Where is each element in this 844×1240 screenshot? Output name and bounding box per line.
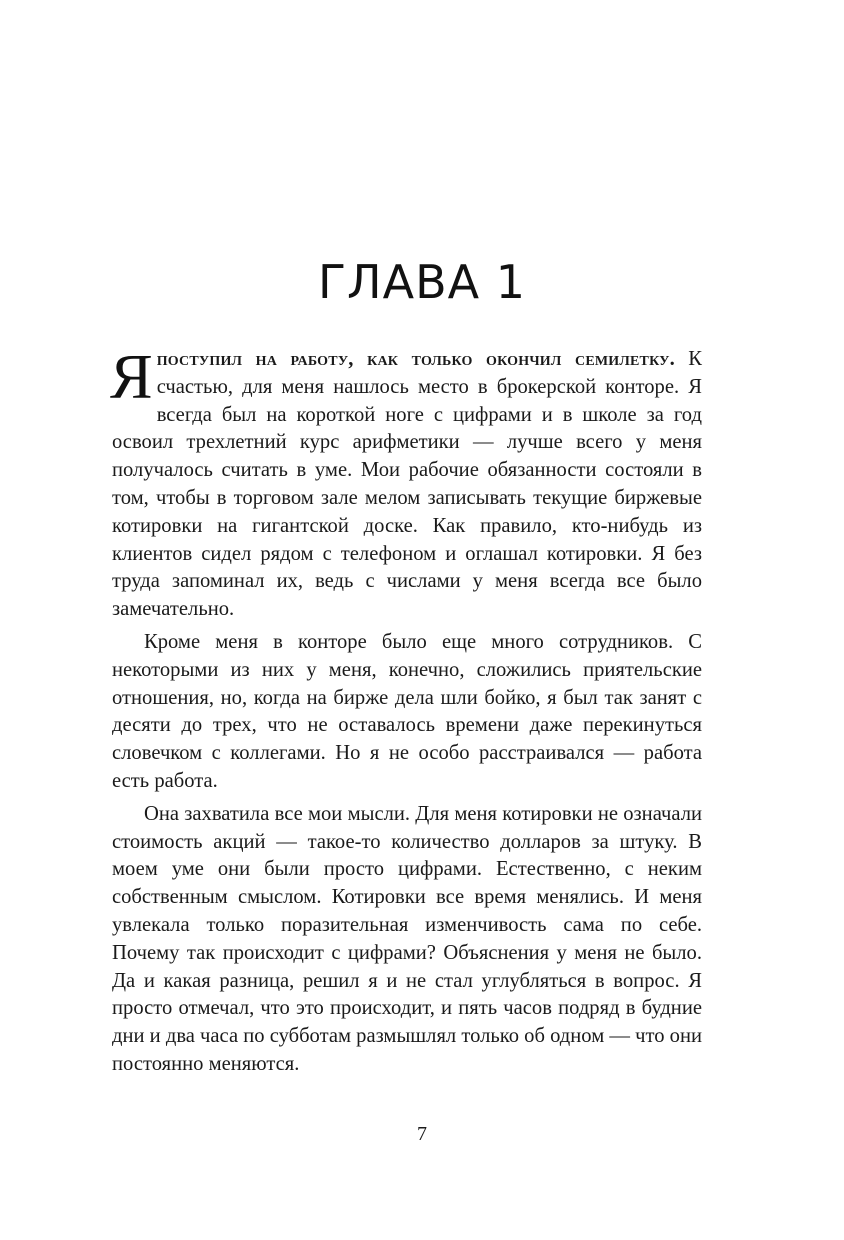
paragraph-2: Кроме меня в конторе было еще много сотрудников. С некоторыми из них у меня, конечно, сложились приятельские отношения, но, когда на бирже дела шли бойко, я был так занят с десяти до трех, что не оставалось времени даже перекинуться словечком с коллегами. Но я не особо расстраивался — работа есть работа. (112, 630, 702, 792)
page-number: 7 (417, 1123, 427, 1145)
chapter-title: ГЛАВА 1 (317, 255, 527, 309)
paragraph-1-text: К счастью, для меня нашлось место в брокерской конторе. Я всегда был на короткой ноге с цифрами и в школе за год освоил трехлетний курс арифметики — лучше всего у меня получалось считать в уме. Мои рабочие обязанности состояли в том, чтобы в торговом зале мелом записывать текущие биржевые котировки на гигантской доске. Как правило, кто-нибудь из клиентов сидел рядом с телефоном и оглашал котировки. Я без труда запоминал их, ведь с числами у меня всегда все было замечательно. (112, 348, 702, 621)
drop-cap: Я (110, 341, 153, 412)
chapter-body (110, 341, 702, 1084)
lead-in-text: поступил на работу, как только окончил семилетку. (156, 348, 675, 370)
paragraph-3: Она захватила все мои мысли. Для меня котировки не означали стоимость акций — такое-то количество долларов за штуку. В моем уме они были просто цифрами. Естественно, с неким собственным смыслом. Котировки все время менялись. И меня увлекала только поразительная изменчивость сама по себе. Почему так происходит с цифрами? Объяснения у меня не было. Да и какая разница, решил я и не стал углубляться в вопрос. Я просто отмечал, что это происходит, и пять часов подряд в будние дни и два часа по субботам размышлял только об одном — что они постоянно меняются. (112, 802, 702, 1075)
paragraph-1 (110, 341, 702, 624)
